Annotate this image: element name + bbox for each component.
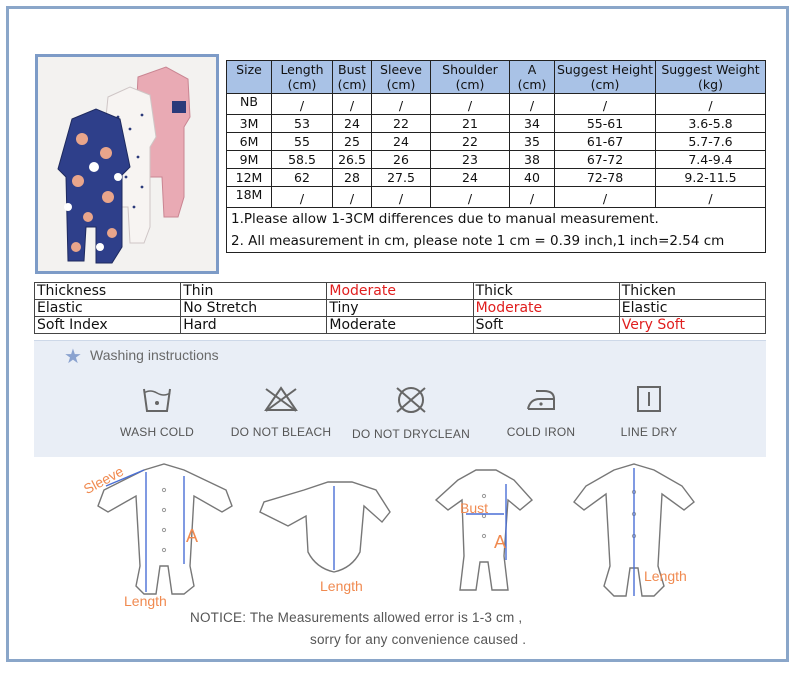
- size-value-cell: 24: [372, 133, 431, 151]
- property-name-cell: Soft Index: [35, 317, 181, 334]
- fabric-properties-table: [34, 282, 766, 334]
- size-cell: 6M: [227, 133, 272, 151]
- size-row: [227, 115, 766, 133]
- size-value-cell: 35: [510, 133, 555, 151]
- size-value-cell: /: [333, 187, 372, 208]
- col-header-a: A (cm): [510, 61, 555, 94]
- size-value-cell: 25: [333, 133, 372, 151]
- size-value-cell: 40: [510, 169, 555, 187]
- washing-title: Washing instructions: [90, 347, 219, 363]
- baby-sleepsuits-image: [38, 57, 216, 271]
- size-value-cell: 24: [333, 115, 372, 133]
- star-icon: ★: [64, 346, 82, 368]
- property-option-cell: Moderate: [327, 317, 473, 334]
- measurement-diagrams: [34, 456, 766, 609]
- property-option-cell: Thicken: [619, 283, 765, 300]
- wash-cold-icon: [142, 385, 172, 413]
- size-value-cell: 9.2-11.5: [656, 169, 766, 187]
- a-label-2: A: [494, 532, 507, 552]
- size-row: [227, 187, 766, 208]
- size-row: [227, 133, 766, 151]
- size-cell: 12M: [227, 169, 272, 187]
- bodysuit-outline: [260, 482, 390, 572]
- size-value-cell: 26.5: [333, 151, 372, 169]
- size-value-cell: /: [555, 94, 656, 115]
- no-bleach-icon: [263, 385, 299, 413]
- care-label-line-dry: LINE DRY: [620, 425, 678, 439]
- size-row: [227, 94, 766, 115]
- size-value-cell: /: [431, 94, 510, 115]
- no-dryclean-icon: [394, 385, 428, 415]
- care-wash-cold: [92, 385, 222, 439]
- col-header-suggest-weight: Suggest Weight (kg): [656, 61, 766, 94]
- property-option-cell: Moderate: [473, 300, 619, 317]
- product-photo: [35, 54, 219, 274]
- care-label-no-dryclean: DO NOT DRYCLEAN: [352, 427, 470, 441]
- property-option-cell: Moderate: [327, 283, 473, 300]
- size-value-cell: /: [656, 94, 766, 115]
- care-label-cold-iron: COLD IRON: [506, 425, 576, 439]
- col-header-size: Size: [227, 61, 272, 94]
- size-chart-body: [227, 94, 766, 253]
- property-name-cell: Thickness: [35, 283, 181, 300]
- size-value-cell: 7.4-9.4: [656, 151, 766, 169]
- notice-line-2: sorry for any convenience caused .: [310, 632, 527, 647]
- care-label-wash-cold: WASH COLD: [119, 425, 195, 439]
- size-value-cell: /: [656, 187, 766, 208]
- property-option-cell: Thick: [473, 283, 619, 300]
- size-value-cell: 53: [272, 115, 333, 133]
- size-row: [227, 151, 766, 169]
- col-header-sleeve: Sleeve (cm): [372, 61, 431, 94]
- sleeve-label: Sleeve: [80, 462, 127, 498]
- col-header-shoulder: Shoulder (cm): [431, 61, 510, 94]
- size-value-cell: 28: [333, 169, 372, 187]
- size-value-cell: /: [431, 187, 510, 208]
- size-cell: 9M: [227, 151, 272, 169]
- bust-label: Bust: [460, 500, 489, 516]
- length-label-2: Length: [320, 578, 363, 594]
- length-label-1: Length: [124, 593, 167, 609]
- size-value-cell: /: [272, 94, 333, 115]
- property-row: [35, 283, 766, 300]
- property-option-cell: Soft: [473, 317, 619, 334]
- size-value-cell: 27.5: [372, 169, 431, 187]
- size-value-cell: 5.7-7.6: [656, 133, 766, 151]
- property-option-cell: Hard: [181, 317, 327, 334]
- size-value-cell: /: [272, 187, 333, 208]
- a-label-1: A: [186, 526, 199, 546]
- size-cell: NB: [227, 94, 272, 115]
- size-value-cell: 22: [431, 133, 510, 151]
- size-value-cell: /: [555, 187, 656, 208]
- size-value-cell: 55-61: [555, 115, 656, 133]
- col-header-suggest-height: Suggest Height (cm): [555, 61, 656, 94]
- size-value-cell: 24: [431, 169, 510, 187]
- care-line-dry: [584, 385, 714, 439]
- measurement-note: 2. All measurement in cm, please note 1 cm = 0.39 inch,1 inch=2.54 cm: [227, 230, 766, 253]
- size-value-cell: 22: [372, 115, 431, 133]
- size-value-cell: /: [510, 94, 555, 115]
- note-row: [227, 230, 766, 253]
- line-dry-icon: [635, 385, 663, 413]
- size-value-cell: /: [372, 94, 431, 115]
- care-no-dryclean: [346, 385, 476, 441]
- property-row: [35, 300, 766, 317]
- notice-line-1: NOTICE: The Measurements allowed error is 1-3 cm ,: [190, 610, 523, 625]
- care-label-no-bleach: DO NOT BLEACH: [230, 425, 332, 439]
- property-name-cell: Elastic: [35, 300, 181, 317]
- romper-outline-short: [436, 470, 532, 590]
- size-header-row: [227, 61, 766, 94]
- size-value-cell: 67-72: [555, 151, 656, 169]
- size-value-cell: 58.5: [272, 151, 333, 169]
- cold-iron-icon: [524, 385, 558, 413]
- size-value-cell: 72-78: [555, 169, 656, 187]
- length-label-3: Length: [644, 568, 687, 584]
- size-value-cell: 3.6-5.8: [656, 115, 766, 133]
- size-value-cell: 61-67: [555, 133, 656, 151]
- measurement-note: 1.Please allow 1-3CM differences due to manual measurement.: [227, 208, 766, 231]
- size-chart-table: [226, 60, 766, 253]
- size-row: [227, 169, 766, 187]
- property-row: [35, 317, 766, 334]
- size-value-cell: 38: [510, 151, 555, 169]
- size-value-cell: /: [333, 94, 372, 115]
- size-value-cell: 55: [272, 133, 333, 151]
- size-value-cell: 23: [431, 151, 510, 169]
- size-value-cell: /: [372, 187, 431, 208]
- size-cell: 18M: [227, 187, 272, 208]
- size-value-cell: 21: [431, 115, 510, 133]
- property-option-cell: No Stretch: [181, 300, 327, 317]
- size-cell: 3M: [227, 115, 272, 133]
- note-row: [227, 208, 766, 231]
- col-header-bust: Bust (cm): [333, 61, 372, 94]
- property-option-cell: Thin: [181, 283, 327, 300]
- care-no-bleach: [216, 385, 346, 439]
- size-value-cell: 26: [372, 151, 431, 169]
- property-option-cell: Very Soft: [619, 317, 765, 334]
- washing-instructions-panel: [34, 340, 766, 457]
- col-header-length: Length (cm): [272, 61, 333, 94]
- property-option-cell: Elastic: [619, 300, 765, 317]
- size-value-cell: 34: [510, 115, 555, 133]
- size-value-cell: /: [510, 187, 555, 208]
- size-value-cell: 62: [272, 169, 333, 187]
- property-option-cell: Tiny: [327, 300, 473, 317]
